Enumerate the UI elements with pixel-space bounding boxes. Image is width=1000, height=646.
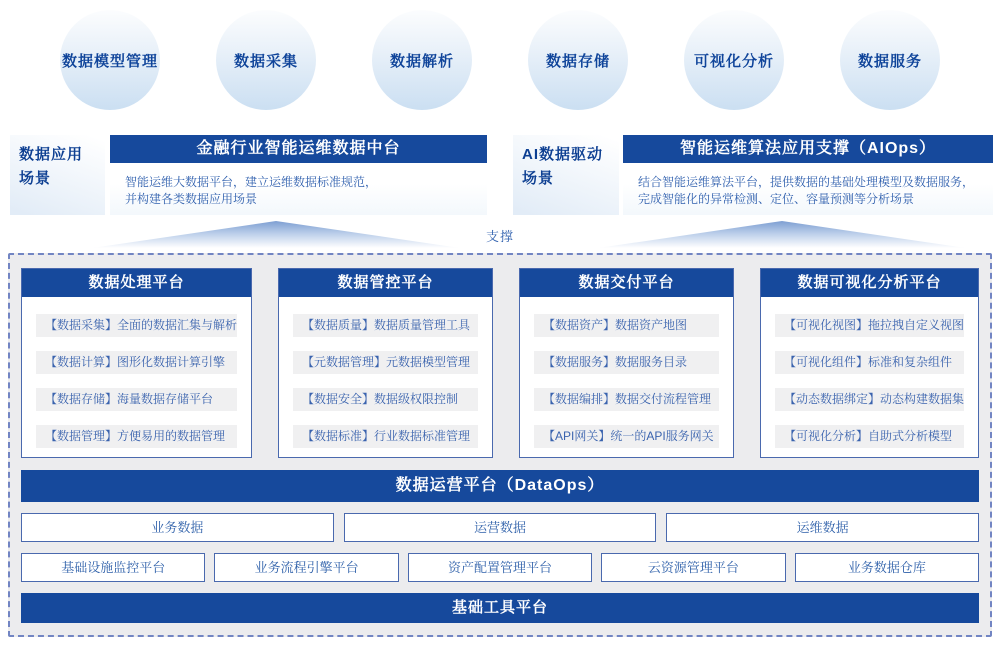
platform-feature-item: 【数据服务】数据服务目录 (534, 351, 719, 374)
capability-circle-data-model-management (60, 10, 160, 110)
foundation-platforms-row (21, 553, 979, 582)
scenario-tag-line2: 场景 (522, 170, 555, 187)
platform-feature-item: 【数据质量】数据质量管理工具 (293, 314, 478, 337)
data-source-business-data: 业务数据 (21, 513, 334, 542)
platform-feature-item: 【数据采集】全面的数据汇集与解析 (36, 314, 237, 337)
foundation-platform-infrastructure-monitoring: 基础设施监控平台 (21, 553, 205, 582)
scenario-tag-ai-data-driven (513, 135, 619, 215)
platform-feature-item: 【动态数据绑定】动态构建数据集 (775, 388, 964, 411)
platform-column-header: 数据交付平台 (520, 269, 733, 297)
scenario-tag-line2: 场景 (19, 170, 52, 187)
platform-column-header: 数据处理平台 (22, 269, 251, 297)
platform-column-header: 数据可视化分析平台 (761, 269, 978, 297)
circle-label: 数据模型管理 (61, 52, 158, 70)
platform-column-body (279, 297, 492, 457)
scenario-description-line1: 智能运维大数据平台，建立运维数据标准规范， (125, 175, 378, 189)
foundation-platform-cloud-resource: 云资源管理平台 (601, 553, 785, 582)
platform-feature-item: 【元数据管理】元数据模型管理 (293, 351, 478, 374)
circle-label: 可视化分析 (693, 52, 774, 70)
base-tools-platform-bar: 基础工具平台 (21, 593, 979, 623)
data-source-operation-data: 运营数据 (344, 513, 657, 542)
scenario-title-bar: 金融行业智能运维数据中台 (110, 135, 487, 163)
scenario-description (623, 163, 993, 215)
platform-column-data-delivery (519, 268, 734, 458)
platform-columns (21, 268, 979, 458)
platform-feature-item: 【数据资产】数据资产地图 (534, 314, 719, 337)
foundation-platform-business-data-warehouse: 业务数据仓库 (795, 553, 979, 582)
capability-circles-row (60, 10, 940, 110)
platform-feature-item: 【数据标准】行业数据标准管理 (293, 425, 478, 448)
foundation-platform-asset-configuration: 资产配置管理平台 (408, 553, 592, 582)
platform-feature-item: 【数据管理】方便易用的数据管理 (36, 425, 237, 448)
scenario-data-application (10, 135, 487, 215)
platform-column-data-processing (21, 268, 252, 458)
scenario-description (110, 163, 487, 215)
scenario-tag-line1: AI数据驱动 (522, 146, 604, 163)
scenario-ai-data-driven (513, 135, 993, 215)
foundation-platform-business-process-engine: 业务流程引擎平台 (214, 553, 398, 582)
platform-feature-item: 【API网关】统一的API服务网关 (534, 425, 719, 448)
platform-feature-item: 【可视化分析】自助式分析模型 (775, 425, 964, 448)
capability-circle-data-service (840, 10, 940, 110)
support-chevron-up-right-icon (598, 221, 966, 248)
platform-column-body (22, 297, 251, 457)
platform-column-body (761, 297, 978, 457)
support-label: 支撑 (457, 226, 543, 245)
circle-label: 数据服务 (857, 52, 922, 70)
platform-column-header: 数据管控平台 (279, 269, 492, 297)
platform-feature-item: 【数据存储】海量数据存储平台 (36, 388, 237, 411)
scenario-main (623, 135, 993, 215)
circle-label: 数据存储 (545, 52, 610, 70)
platform-feature-item: 【可视化视图】拖拉拽自定义视图 (775, 314, 964, 337)
platform-column-body (520, 297, 733, 457)
scenario-description-line2: 并构建各类数据应用场景 (125, 192, 258, 206)
capability-circle-data-storage (528, 10, 628, 110)
platform-column-data-visualization (760, 268, 979, 458)
capability-circle-data-parsing (372, 10, 472, 110)
scenario-title-bar: 智能运维算法应用支撑（AIOps） (623, 135, 993, 163)
circle-label: 数据采集 (233, 52, 298, 70)
platform-feature-item: 【可视化组件】标准和复杂组件 (775, 351, 964, 374)
platform-feature-item: 【数据安全】数据级权限控制 (293, 388, 478, 411)
support-chevron-up-left-icon (92, 221, 460, 248)
capability-circle-visual-analysis (684, 10, 784, 110)
data-sources-row (21, 513, 979, 542)
scenario-main (110, 135, 487, 215)
circle-label: 数据解析 (389, 52, 454, 70)
capability-circle-data-collection (216, 10, 316, 110)
platform-feature-item: 【数据计算】图形化数据计算引擎 (36, 351, 237, 374)
dataops-platform-bar: 数据运营平台（DataOps） (21, 470, 979, 502)
platform-architecture-panel (8, 253, 992, 637)
scenario-tag-line1: 数据应用 (19, 146, 84, 163)
data-source-maintenance-data: 运维数据 (666, 513, 979, 542)
scenario-row (10, 135, 993, 215)
platform-feature-item: 【数据编排】数据交付流程管理 (534, 388, 719, 411)
scenario-tag-data-application (10, 135, 105, 215)
scenario-description-line1: 结合智能运维算法平台，提供数据的基础处理模型及数据服务， (638, 175, 975, 189)
scenario-description-line2: 完成智能化的异常检测、定位、容量预测等分析场景 (638, 192, 915, 206)
platform-column-data-governance (278, 268, 493, 458)
